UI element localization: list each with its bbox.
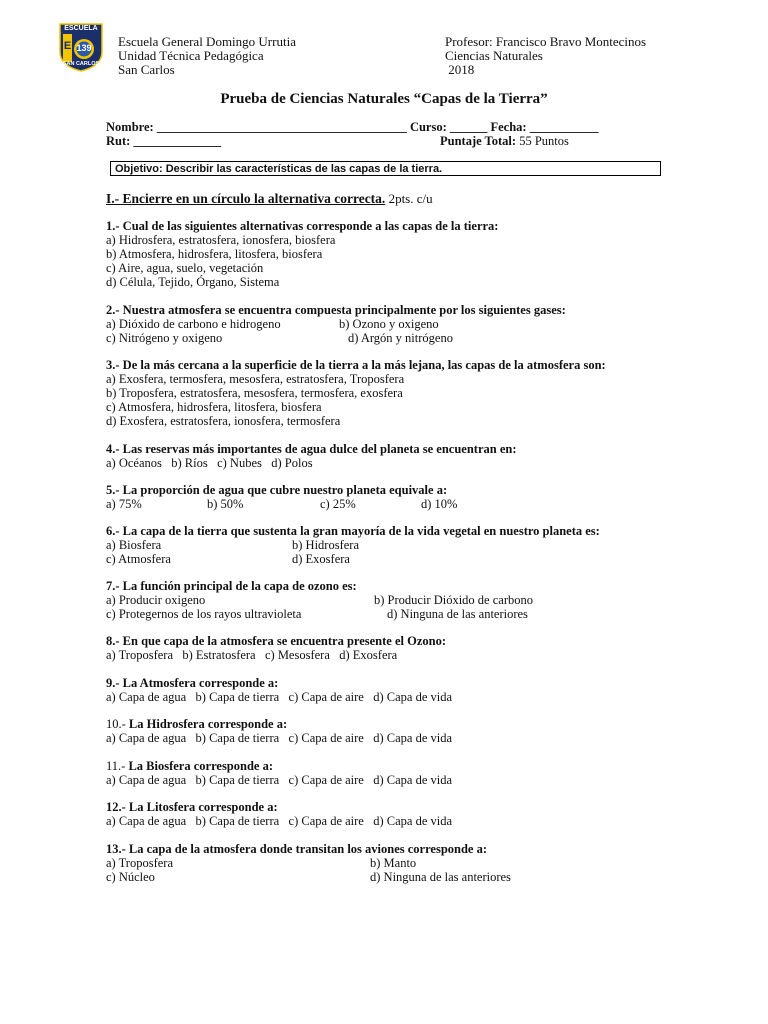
q12-options[interactable]: a) Capa de agua b) Capa de tierra c) Capa de aire d) Capa de vida bbox=[106, 814, 453, 828]
question-10-number: 10.- bbox=[106, 717, 129, 731]
q7-option-b[interactable]: b) Producir Dióxido de carbono bbox=[374, 593, 533, 607]
q4-options[interactable]: a) Océanos b) Ríos c) Nubes d) Polos bbox=[106, 456, 313, 470]
q8-options[interactable]: a) Troposfera b) Estratosfera c) Mesosfera d) Exosfera bbox=[106, 648, 398, 662]
question-7-text: 7.- La función principal de la capa de ozono es: bbox=[106, 579, 357, 593]
curso-label: Curso: bbox=[406, 120, 450, 134]
question-13 bbox=[106, 842, 511, 884]
q13-option-c[interactable]: c) Núcleo bbox=[106, 870, 155, 884]
question-8-text: 8.- En que capa de la atmosfera se encuentra presente el Ozono: bbox=[106, 634, 447, 648]
q13-option-a[interactable]: a) Troposfera bbox=[106, 856, 174, 870]
q7-option-d[interactable]: d) Ninguna de las anteriores bbox=[387, 607, 528, 621]
logo-number: 139 bbox=[76, 43, 92, 53]
question-1-text: 1.- Cual de las siguientes alternativas corresponde a las capas de la tierra: bbox=[106, 219, 499, 233]
q3-option-d[interactable]: d) Exosfera, estratosfera, ionosfera, termosfera bbox=[106, 414, 341, 428]
q3-option-b[interactable]: b) Troposfera, estratosfera, mesosfera, termosfera, exosfera bbox=[106, 386, 403, 400]
question-11-number: 11.- bbox=[106, 759, 129, 773]
q5-option-b[interactable]: b) 50% bbox=[207, 497, 244, 511]
department-name: Unidad Técnica Pedagógica bbox=[118, 48, 264, 63]
q13-option-d[interactable]: d) Ninguna de las anteriores bbox=[370, 870, 511, 884]
city-name: San Carlos bbox=[118, 62, 175, 77]
teacher-name: Profesor: Francisco Bravo Montecinos bbox=[445, 34, 647, 49]
q3-option-a[interactable]: a) Exosfera, termosfera, mesosfera, estratosfera, Troposfera bbox=[106, 372, 405, 386]
fecha-label: Fecha: bbox=[487, 120, 530, 134]
header-left bbox=[118, 35, 296, 77]
rut-blank[interactable]: ______________ bbox=[133, 134, 221, 148]
question-6-text: 6.- La capa de la tierra que sustenta la gran mayoría de la vida vegetal en nuestro planeta es: bbox=[106, 524, 600, 538]
rut-row bbox=[106, 134, 221, 148]
question-12-text: 12.- La Litosfera corresponde a: bbox=[106, 800, 278, 814]
page-title: Prueba de Ciencias Naturales “Capas de la Tierra” bbox=[220, 91, 548, 107]
fecha-blank[interactable]: ___________ bbox=[529, 120, 599, 134]
header-right bbox=[445, 35, 646, 77]
question-9-text: 9.- La Atmosfera corresponde a: bbox=[106, 676, 279, 690]
q2-option-d[interactable]: d) Argón y nitrógeno bbox=[348, 331, 453, 345]
question-2 bbox=[106, 303, 566, 345]
nombre-label: Nombre: bbox=[106, 120, 157, 134]
section-1-points: 2pts. c/u bbox=[385, 191, 433, 206]
q6-option-d[interactable]: d) Exosfera bbox=[292, 552, 350, 566]
q1-option-b[interactable]: b) Atmosfera, hidrosfera, litosfera, biosfera bbox=[106, 247, 323, 261]
question-7 bbox=[106, 579, 533, 621]
q6-option-c[interactable]: c) Atmosfera bbox=[106, 552, 171, 566]
question-3 bbox=[106, 358, 606, 428]
q6-option-b[interactable]: b) Hidrosfera bbox=[292, 538, 359, 552]
question-11-text: La Biosfera corresponde a: bbox=[128, 759, 273, 773]
q5-option-c[interactable]: c) 25% bbox=[320, 497, 356, 511]
question-4 bbox=[106, 442, 517, 470]
logo-letter: E bbox=[63, 40, 72, 52]
year: 2018 bbox=[445, 62, 475, 77]
logo-bottom-text: SAN CARLOS bbox=[62, 61, 100, 67]
school-logo bbox=[57, 22, 105, 72]
q1-option-d[interactable]: d) Célula, Tejido, Órgano, Sistema bbox=[106, 275, 280, 289]
q13-option-b[interactable]: b) Manto bbox=[370, 856, 417, 870]
puntaje-value: 55 Puntos bbox=[519, 134, 569, 148]
question-5 bbox=[106, 483, 458, 511]
q1-option-a[interactable]: a) Hidrosfera, estratosfera, ionosfera, biosfera bbox=[106, 233, 336, 247]
puntaje-label: Puntaje Total: bbox=[440, 134, 520, 148]
question-2-text: 2.- Nuestra atmosfera se encuentra compuesta principalmente por los siguientes gases: bbox=[106, 303, 566, 317]
q5-option-a[interactable]: a) 75% bbox=[106, 497, 142, 511]
logo-top-text: ESCUELA bbox=[64, 25, 98, 32]
rut-label: Rut: bbox=[106, 134, 134, 148]
question-10-text: La Hidrosfera corresponde a: bbox=[128, 717, 288, 731]
question-8 bbox=[106, 634, 446, 662]
q7-option-a[interactable]: a) Producir oxigeno bbox=[106, 593, 206, 607]
question-11 bbox=[106, 759, 452, 787]
subject-name: Ciencias Naturales bbox=[445, 48, 543, 63]
question-3-text: 3.- De la más cercana a la superficie de la tierra a la más lejana, las capas de la atmosfera son: bbox=[106, 358, 606, 372]
puntaje-row bbox=[440, 134, 569, 148]
section-1-header bbox=[106, 192, 433, 206]
q2-option-b[interactable]: b) Ozono y oxigeno bbox=[339, 317, 439, 331]
q2-option-a[interactable]: a) Dióxido de carbono e hidrogeno bbox=[106, 317, 281, 331]
q5-option-d[interactable]: d) 10% bbox=[421, 497, 458, 511]
q9-options[interactable]: a) Capa de agua b) Capa de tierra c) Capa de aire d) Capa de vida bbox=[106, 690, 453, 704]
q7-option-c[interactable]: c) Protegernos de los rayos ultravioleta bbox=[106, 607, 302, 621]
question-1 bbox=[106, 219, 498, 289]
question-9 bbox=[106, 676, 452, 704]
q11-options[interactable]: a) Capa de agua b) Capa de tierra c) Capa de aire d) Capa de vida bbox=[106, 773, 453, 787]
q1-option-c[interactable]: c) Aire, agua, suelo, vegetación bbox=[106, 261, 264, 275]
q2-option-c[interactable]: c) Nitrógeno y oxigeno bbox=[106, 331, 223, 345]
q3-option-c[interactable]: c) Atmosfera, hidrosfera, litosfera, biosfera bbox=[106, 400, 322, 414]
question-13-text: 13.- La capa de la atmosfera donde transitan los aviones corresponde a: bbox=[106, 842, 488, 856]
school-name: Escuela General Domingo Urrutia bbox=[118, 34, 296, 49]
objective-box: Objetivo: Describir las características de las capas de la tierra. bbox=[110, 161, 661, 176]
student-info-row bbox=[106, 120, 598, 134]
nombre-blank[interactable]: ________________________________________ bbox=[156, 120, 407, 134]
q6-option-a[interactable]: a) Biosfera bbox=[106, 538, 162, 552]
question-12 bbox=[106, 800, 452, 828]
question-4-text: 4.- Las reservas más importantes de agua dulce del planeta se encuentran en: bbox=[106, 442, 517, 456]
question-10 bbox=[106, 717, 452, 745]
curso-blank[interactable]: ______ bbox=[449, 120, 488, 134]
q10-options[interactable]: a) Capa de agua b) Capa de tierra c) Capa de aire d) Capa de vida bbox=[106, 731, 453, 745]
question-6 bbox=[106, 524, 600, 566]
question-5-text: 5.- La proporción de agua que cubre nuestro planeta equivale a: bbox=[106, 483, 448, 497]
section-1-label: I.- Encierre en un círculo la alternativa correcta. bbox=[106, 191, 386, 206]
